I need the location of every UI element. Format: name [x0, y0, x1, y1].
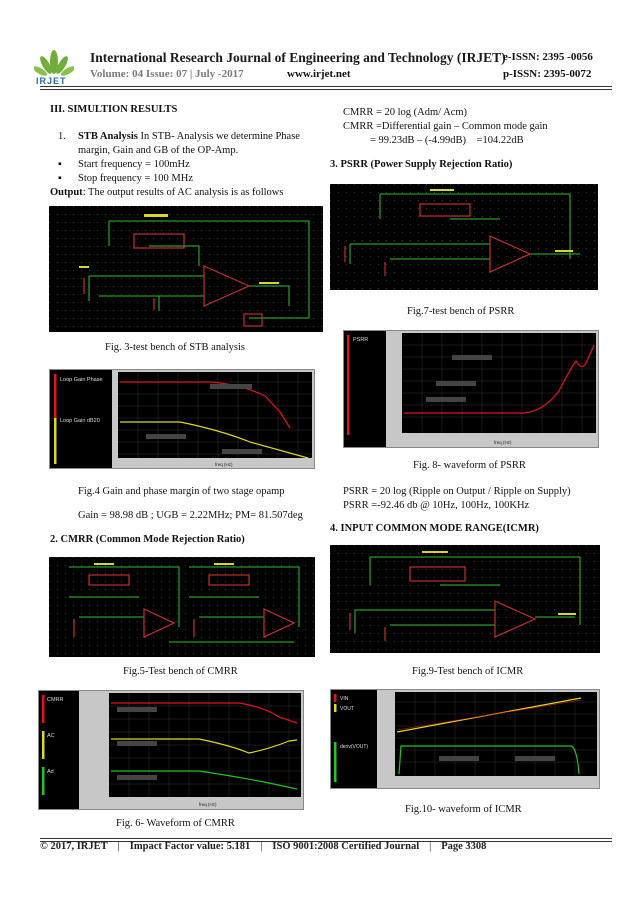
fig3-schematic [49, 206, 323, 332]
fig3-caption: Fig. 3-test bench of STB analysis [105, 342, 245, 353]
fig4-values: Gain = 98.98 dB ; UGB = 2.22MHz; PM= 81.507deg [78, 510, 303, 521]
legend-yellow-bar [54, 418, 57, 464]
logo-leaf-icon [34, 50, 74, 78]
fig7-caption: Fig.7-test bench of PSRR [407, 306, 515, 317]
icmr-legend3: deriv(VOUT) [340, 744, 369, 750]
icmr-legend1: VIN [340, 696, 349, 702]
eissn: e-ISSN: 2395 -0056 [503, 51, 593, 63]
footer-sep: | [117, 841, 120, 852]
header-rule [40, 86, 612, 87]
cmrr-legend2: AC [47, 733, 55, 739]
irjet-logo [34, 44, 74, 88]
item-number: 1. [58, 131, 66, 142]
output-text: : The output results of AC analysis is as follows [82, 187, 284, 198]
stb-legend1: Loop Gain Phase [60, 377, 103, 383]
bullet-stop-freq: Stop frequency = 100 MHz [78, 173, 193, 184]
fig4-stb-plot [49, 369, 315, 469]
fig6-cmrr-plot [38, 690, 304, 810]
stb-legend2: Loop Gain dB20 [60, 418, 100, 424]
icmr-legend2: VOUT [340, 706, 354, 712]
output-line [50, 186, 283, 199]
fig10-caption: Fig.10- waveform of ICMR [405, 804, 522, 815]
stb-paragraph-line1 [78, 130, 300, 143]
stb-xlabel: freq (Hz) [215, 462, 233, 467]
psrr-xlabel: freq (Hz) [494, 440, 512, 445]
section-title: III. SIMULTION RESULTS [50, 104, 178, 115]
volume-issue: Volume: 04 Issue: 07 | July -2017 [90, 68, 244, 80]
footer-impact: Impact Factor value: 5.181 [129, 841, 251, 852]
footer-iso: ISO 9001:2008 Certified Journal [272, 841, 420, 852]
footer [40, 841, 486, 852]
website-link[interactable]: www.irjet.net [287, 68, 351, 80]
stb-text1: In STB- Analysis we determine Phase [137, 131, 300, 142]
header-rule-2 [40, 89, 612, 90]
bullet-icon: ▪ [58, 159, 62, 170]
cmrr-legend1: CMRR [47, 697, 64, 703]
psrr-legend: PSRR [353, 337, 369, 343]
cmrr-formula2: CMRR =Differential gain – Common mode gain [343, 121, 548, 132]
stb-bold: STB Analysis [78, 131, 138, 142]
cmrr-section-title: 2. CMRR (Common Mode Rejection Ratio) [50, 534, 245, 545]
psrr-section-title: 3. PSRR (Power Supply Rejection Ratio) [330, 159, 513, 170]
fig9-caption: Fig.9-Test bench of ICMR [412, 666, 524, 677]
cmrr-legend3: Ad [47, 769, 54, 775]
footer-sep: | [260, 841, 263, 852]
journal-title: International Research Journal of Engineering and Technology (IRJET) [90, 50, 506, 65]
fig4-caption: Fig.4 Gain and phase margin of two stage opamp [78, 486, 285, 497]
icmr-section-title: 4. INPUT COMMON MODE RANGE(ICMR) [330, 523, 539, 534]
fig7-schematic [330, 184, 598, 290]
footer-rule [40, 838, 612, 839]
cmrr-formula1: CMRR = 20 log (Adm/ Acm) [343, 107, 468, 118]
bullet-icon: ▪ [58, 173, 62, 184]
footer-page: Page 3308 [441, 841, 487, 852]
psrr-formula1: PSRR = 20 log (Ripple on Output / Ripple on Supply) [343, 486, 571, 497]
fig9-schematic [330, 545, 600, 653]
pissn: p-ISSN: 2395-0072 [503, 68, 592, 80]
stb-paragraph-line2: margin, Gain and GB of the OP-Amp. [78, 145, 239, 156]
fig8-psrr-plot [343, 330, 599, 448]
fig5-caption: Fig.5-Test bench of CMRR [123, 666, 238, 677]
cmrr-xlabel: freq (Hz) [199, 802, 217, 807]
fig5-schematic [49, 557, 315, 657]
logo-text: IRJET [36, 76, 67, 86]
fig8-caption: Fig. 8- waveform of PSRR [413, 460, 526, 471]
bullet-start-freq: Start frequency = 100mHz [78, 159, 190, 170]
output-bold: Output [50, 187, 83, 198]
footer-copyright: © 2017, IRJET [40, 841, 108, 852]
psrr-formula2: PSRR =-92.46 db @ 10Hz, 100Hz, 100KHz [343, 500, 530, 511]
fig10-icmr-plot [330, 689, 600, 789]
fig6-caption: Fig. 6- Waveform of CMRR [116, 818, 235, 829]
cmrr-formula3: = 99.23dB – (-4.99dB) =104.22dB [370, 135, 524, 146]
footer-sep: | [429, 841, 432, 852]
